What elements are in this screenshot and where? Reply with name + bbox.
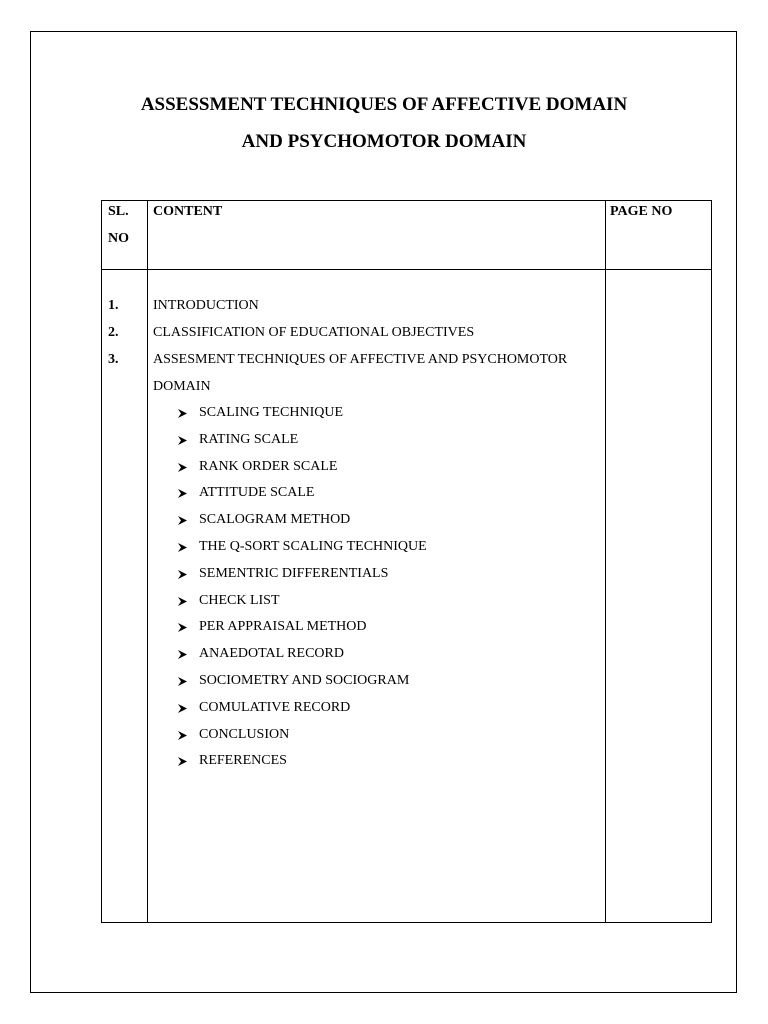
toc-subitem [102,400,605,427]
subitem-text: CHECK LIST [199,592,280,608]
entry-text: CLASSIFICATION OF EDUCATIONAL OBJECTIVES [153,325,475,340]
subitem-text: SOCIOMETRY AND SOCIOGRAM [199,672,410,688]
subitem-text: SEMENTRIC DIFFERENTIALS [199,565,389,581]
table-of-contents [101,200,712,923]
entry-number: 1. [108,298,119,313]
header-page-no: PAGE NO [610,204,673,219]
entry-text: ASSESMENT TECHNIQUES OF AFFECTIVE AND PSYCHOMOTOR DOMAIN [153,352,568,394]
subitem-text: ANAEDOTAL RECORD [199,646,344,662]
column-divider [605,201,606,922]
entry-number: 2. [108,325,119,340]
header-divider [102,269,711,270]
toc-subitem [102,507,605,534]
toc-subitem [102,748,605,775]
toc-subitem [102,668,605,695]
subitem-text: ATTITUDE SCALE [199,485,315,501]
toc-subitem [102,695,605,722]
document-title-line-1: ASSESSMENT TECHNIQUES OF AFFECTIVE DOMAIN [140,94,628,115]
toc-subitem [102,427,605,454]
toc-subitem [102,561,605,588]
subitem-text: REFERENCES [199,753,287,769]
toc-subitems [102,400,605,775]
toc-subitem [102,614,605,641]
entry-text: INTRODUCTION [153,298,259,313]
toc-subitem [102,588,605,615]
entry-number: 3. [108,352,119,367]
subitem-text: COMULATIVE RECORD [199,699,351,715]
toc-subitem [102,454,605,481]
subitem-text: RANK ORDER SCALE [199,458,338,474]
subitem-text: CONCLUSION [199,726,290,742]
toc-subitem [102,722,605,749]
toc-entry [102,346,605,400]
header-sl-no: SL. NO [108,204,129,246]
toc-entry [102,292,605,319]
toc-entries [102,292,605,775]
toc-subitem [102,641,605,668]
subitem-text: SCALOGRAM METHOD [199,512,351,528]
subitem-text: RATING SCALE [199,431,299,447]
subitem-text: SCALING TECHNIQUE [199,405,344,420]
toc-subitem [102,480,605,507]
toc-subitem [102,534,605,561]
document-title-line-2: AND PSYCHOMOTOR DOMAIN [241,131,527,152]
toc-entry [102,319,605,346]
subitem-text: PER APPRAISAL METHOD [199,619,367,635]
header-content: CONTENT [153,204,223,219]
subitem-text: THE Q-SORT SCALING TECHNIQUE [199,538,427,554]
